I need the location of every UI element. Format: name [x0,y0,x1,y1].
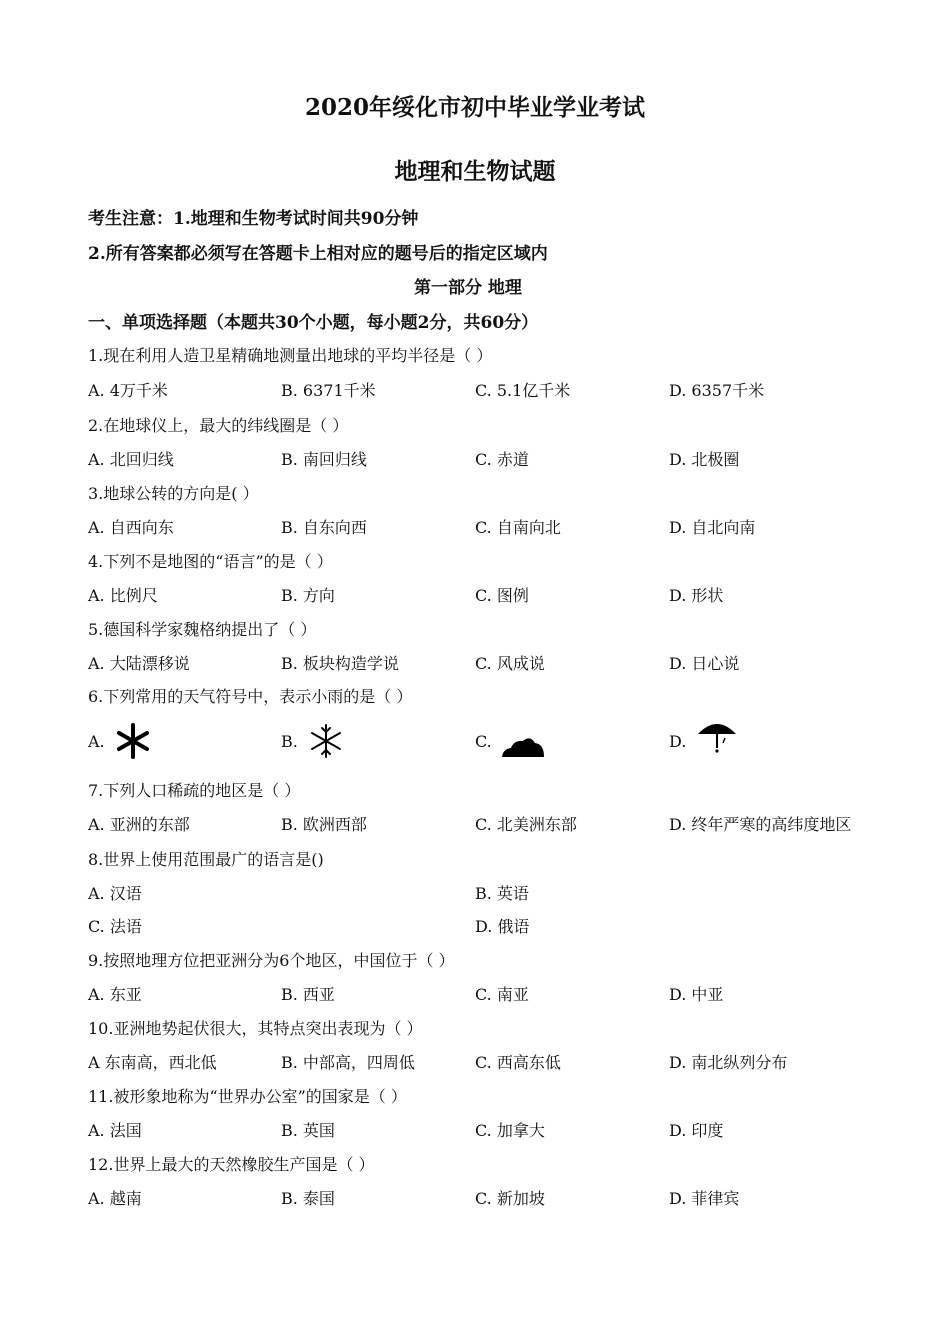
q3-option-d: D. 自北向南 [669,518,756,537]
q5-option-b: B. 板块构造学说 [281,654,399,673]
snow-heavy-icon [114,722,152,760]
q12-option-c: C. 新加坡 [475,1189,545,1208]
q6-option-c: C. [475,732,492,751]
q9-option-b: B. 西亚 [281,985,335,1004]
q4-option-d: D. 形状 [669,586,724,605]
question-4: 4.下列不是地图的“语言”的是（ ） [88,552,333,571]
q12-option-a: A. 越南 [88,1189,142,1208]
q2-option-d: D. 北极圈 [669,450,740,469]
notice-line-2: 2.所有答案都必须写在答题卡上相对应的题号后的指定区域内 [88,244,548,264]
q4-option-b: B. 方向 [281,586,335,605]
question-6: 6.下列常用的天气符号中，表示小雨的是（ ） [88,687,413,706]
q6-option-d: D. [669,732,687,751]
question-1: 1.现在利用人造卫星精确地测量出地球的平均半径是（ ） [88,346,493,365]
q7-option-c: C. 北美洲东部 [475,815,577,834]
question-9: 9.按照地理方位把亚洲分为6个地区，中国位于（ ） [88,951,455,970]
q11-option-b: B. 英国 [281,1121,335,1140]
q9-option-c: C. 南亚 [475,985,529,1004]
notice-line-1: 考生注意：1.地理和生物考试时间共90分钟 [88,209,419,229]
q3-option-c: C. 自南向北 [475,518,561,537]
q8-option-d: D. 俄语 [475,917,530,936]
q8-option-c: C. 法语 [88,917,142,936]
section-heading: 一、单项选择题（本题共30个小题，每小题2分，共60分） [88,313,539,333]
q9-option-d: D. 中亚 [669,985,724,1004]
q12-option-d: D. 菲律宾 [669,1189,740,1208]
q1-option-a: A. 4万千米 [88,381,168,400]
q5-option-c: C. 风成说 [475,654,545,673]
snow-light-icon [307,722,345,760]
question-3: 3.地球公转的方向是( ） [88,484,259,503]
q11-option-c: C. 加拿大 [475,1121,545,1140]
q10-option-c: C. 西高东低 [475,1053,561,1072]
q11-option-d: D. 印度 [669,1121,724,1140]
question-11: 11.被形象地称为“世界办公室”的国家是（ ） [88,1087,407,1106]
q8-option-a: A. 汉语 [88,884,142,903]
q9-option-a: A. 东亚 [88,985,142,1004]
q5-option-d: D. 日心说 [669,654,740,673]
question-8: 8.世界上使用范围最广的语言是() [88,850,324,869]
q8-option-b: B. 英语 [475,884,529,903]
q6-option-b: B. [281,732,298,751]
q2-option-a: A. 北回归线 [88,450,174,469]
question-7: 7.下列人口稀疏的地区是（ ） [88,781,301,800]
cloud-icon [500,733,546,759]
q7-option-a: A. 亚洲的东部 [88,815,190,834]
page-title: 2020年绥化市初中毕业学业考试 [304,94,645,121]
q6-option-a: A. [88,732,105,751]
q4-option-a: A. 比例尺 [88,586,158,605]
q7-option-d: D. 终年严寒的高纬度地区 [669,815,852,834]
q11-option-a: A. 法国 [88,1121,142,1140]
q10-option-b: B. 中部高，四周低 [281,1053,415,1072]
q12-option-b: B. 泰国 [281,1189,335,1208]
q3-option-a: A. 自西向东 [88,518,174,537]
q10-option-d: D. 南北纵列分布 [669,1053,788,1072]
q3-option-b: B. 自东向西 [281,518,367,537]
umbrella-rain-icon [695,718,739,754]
q2-option-b: B. 南回归线 [281,450,367,469]
q10-option-a: A 东南高，西北低 [88,1053,217,1072]
q7-option-b: B. 欧洲西部 [281,815,367,834]
q1-option-b: B. 6371千米 [281,381,376,400]
q1-option-d: D. 6357千米 [669,381,765,400]
q4-option-c: C. 图例 [475,586,529,605]
question-2: 2.在地球仪上，最大的纬线圈是（ ） [88,416,349,435]
question-10: 10.亚洲地势起伏很大，其特点突出表现为（ ） [88,1019,423,1038]
q2-option-c: C. 赤道 [475,450,529,469]
q1-option-c: C. 5.1亿千米 [475,381,571,400]
q5-option-a: A. 大陆漂移说 [88,654,190,673]
page-subtitle: 地理和生物试题 [394,158,556,185]
part-heading: 第一部分 地理 [414,278,522,298]
question-5: 5.德国科学家魏格纳提出了（ ） [88,620,317,639]
question-12: 12.世界上最大的天然橡胶生产国是（ ） [88,1155,375,1174]
